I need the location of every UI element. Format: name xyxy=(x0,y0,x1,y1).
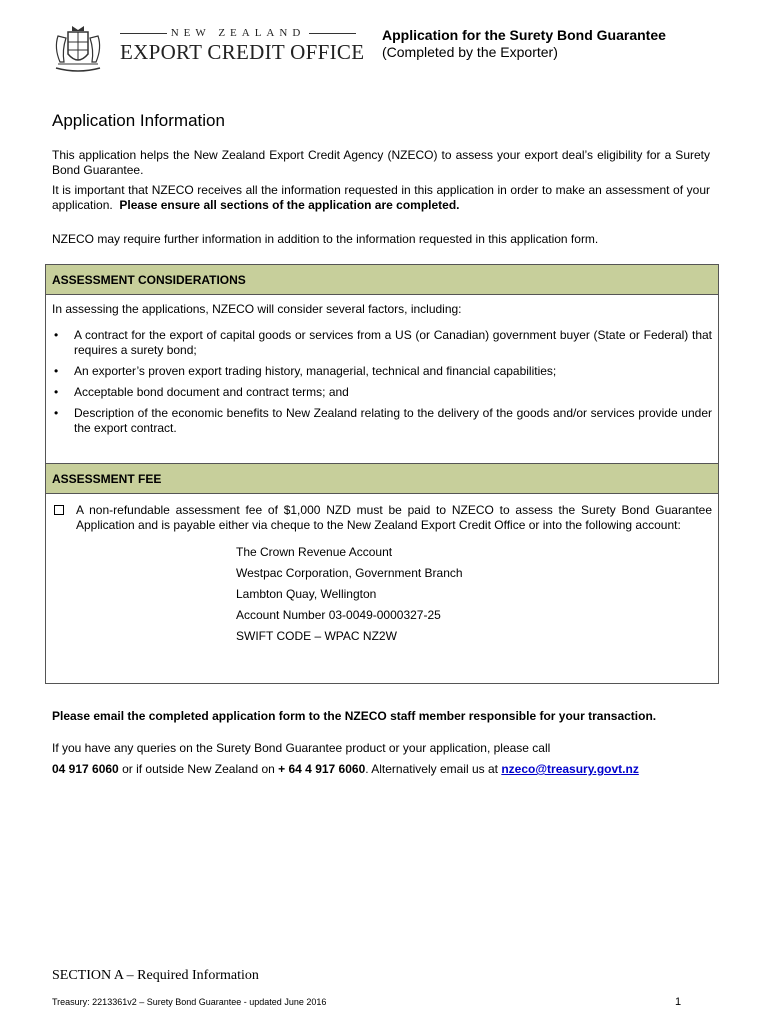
phone-number: 04 917 6060 xyxy=(52,762,119,776)
account-line: Westpac Corporation, Government Branch xyxy=(236,566,463,580)
account-line: Account Number 03-0049-0000327-25 xyxy=(236,608,441,622)
list-item: • Description of the economic benefits to New Zealand relating to the delivery of the goods and/or services provide under the export contract. xyxy=(54,406,712,435)
page-header xyxy=(50,22,720,82)
considerations-lead: In assessing the applications, NZECO will consider several factors, including: xyxy=(52,302,462,316)
international-phone-number: + 64 4 917 6060 xyxy=(278,762,366,776)
list-item: • A contract for the export of capital goods or services from a US (or Canadian) government buyer (State or Federal) that requires a surety bond; xyxy=(54,328,712,357)
account-line: Lambton Quay, Wellington xyxy=(236,587,377,601)
contact-line: 04 917 6060 or if outside New Zealand on + 64 4 917 6060. Alternatively email us at nzeco@treasury.govt.nz xyxy=(52,762,639,776)
list-item: • Acceptable bond document and contract terms; and xyxy=(54,385,349,399)
fee-text: A non-refundable assessment fee of $1,000 NZD must be paid to NZECO to assess the Surety Bond Guarantee Application and is payable either via cheque to the New Zealand Export Credit Office or into the following account: xyxy=(76,503,712,532)
account-line: SWIFT CODE – WPAC NZ2W xyxy=(236,629,397,643)
fee-checkbox-item xyxy=(52,503,712,533)
importance-text: It is important that NZECO receives all the information requested in this application in order to make an assessment of your application. xyxy=(52,183,710,212)
document-title: Application for the Surety Bond Guarantee xyxy=(382,27,666,43)
assessment-considerations-box xyxy=(45,264,719,464)
email-instruction: Please email the completed application form to the NZECO staff member responsible for your transaction. xyxy=(52,709,657,723)
page-number: 1 xyxy=(675,996,682,1008)
considerations-heading: ASSESSMENT CONSIDERATIONS xyxy=(46,265,718,295)
section-label: SECTION A – Required Information xyxy=(52,968,259,983)
section-heading: Application Information xyxy=(52,111,225,130)
list-item: • An exporter’s proven export trading history, managerial, technical and financial capabilities; xyxy=(54,364,557,378)
intro-paragraph: This application helps the New Zealand Export Credit Agency (NZECO) to assess your export deal’s eligibility for a Surety Bond Guarantee. xyxy=(52,148,710,177)
importance-emphasis: Please ensure all sections of the application are completed. xyxy=(119,198,460,212)
queries-text: If you have any queries on the Surety Bond Guarantee product or your application, please call xyxy=(52,741,551,755)
logo-wordmark: EXPORT CREDIT OFFICE xyxy=(120,40,365,64)
logo-country: NEW ZEALAND xyxy=(170,27,306,39)
account-line: The Crown Revenue Account xyxy=(236,545,393,559)
bank-account-details xyxy=(52,545,712,644)
email-link[interactable]: nzeco@treasury.govt.nz xyxy=(501,762,639,776)
checkbox-icon[interactable] xyxy=(54,505,64,515)
further-info-paragraph: NZECO may require further information in addition to the information requested in this application form. xyxy=(52,232,599,246)
footer-reference: Treasury: 2213361v2 – Surety Bond Guarantee - updated June 2016 xyxy=(52,997,327,1007)
coat-of-arms-icon xyxy=(50,24,106,76)
nzeco-logo xyxy=(120,26,365,76)
document-subtitle: (Completed by the Exporter) xyxy=(382,44,558,60)
importance-paragraph xyxy=(52,183,710,213)
fee-heading: ASSESSMENT FEE xyxy=(46,464,718,494)
assessment-fee-box xyxy=(45,463,719,684)
